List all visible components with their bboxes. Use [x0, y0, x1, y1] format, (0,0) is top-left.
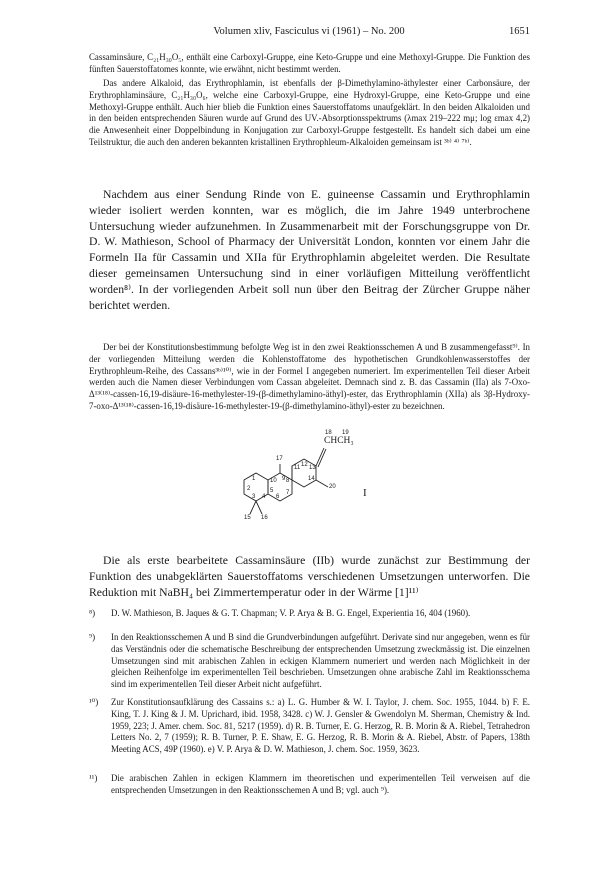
- footnote-11: [89, 773, 530, 797]
- atom-label-12: 12: [301, 462, 308, 468]
- main-paragraph: Nachdem aus einer Sendung Rinde von E. guineense Cassamin und Erythrophlamin wieder isoliert werden konnten, war es möglich, die im Jahre 1949 unterbrochene Untersuchung wieder aufzunehmen. In Zusammenarbeit mit der Forschungsgruppe von Dr. D. W. Mathieson, School of Pharmacy der Universität London, konnten vor einem Jahr die Formeln IIa für Cassamin und XIIa für Erythrophlamin abgeleitet werden. Die Resultate dieser gemeinsamen Untersuchung sind in einer vorläufigen Mitteilung veröffentlicht worden⁸⁾. In der vorliegenden Arbeit soll nun über den Beitrag der Zürcher Gruppe näher berichtet werden.: [89, 188, 530, 312]
- intro-paragraph: Cassaminsäure, C₂₁H₃₀O₅, enthält eine Carboxyl-Gruppe, eine Keto-Gruppe und eine Methoxyl-Gruppe. Die Funktion des fünften Sauerstoffatomes konnte, wie erwähnt, nicht bestimmt werden.: [89, 52, 530, 74]
- footnote-text: Zur Konstitutionsaufklärung des Cassains s.: a) L. G. Humber & W. I. Taylor, J. chem. Soc. 1955, 1044. b) F. E. King, T. J. King & J. M. Uprichard, ibid. 1958, 3428. c) W. J. Gensler & Gwendolyn M. Sherman, Chemistry & Ind. 1959, 223; J. Amer. chem. Soc. 81, 5217 (1959). d) R. B. Turner, E. G. Herzog, R. B. Morin & A. Riebel, Tetrahedron Letters No. 2, 7 (1959); R. B. Turner, P. E. Shaw, E. G. Herzog, R. B. Morin & A. Riebel, Abstr. of Papers, 138th Meeting ACS, 49P (1960). e) V. P. Arya & D. W. Mathieson, J. chem. Soc. 1959, 3623.: [111, 697, 530, 755]
- atom-label-16: 16: [261, 515, 268, 521]
- footnote-text: In den Reaktionsschemen A und B sind die Grundverbindungen aufgeführt. Derivate sind nur angegeben, wenn es für das Verständnis oder die schematische Beschreibung der entsprechenden Umsetzung zweckmässig ist. Die einzelnen Umsetzungen sind mit arabischen Zahlen in eckigen Klammern numeriert und werden nach Möglichkeit in der gleichen Reihenfolge im experimentellen Teil beschrieben. Umsetzungen ohne arabische Zahl im Reaktionsschema sind im experimentellen Teil dieser Arbeit nicht aufgeführt.: [111, 632, 530, 690]
- cassane-skeleton: [232, 436, 362, 548]
- journal-reference: Volumen xliv, Fasciculus vi (1961) – No. 200: [213, 26, 405, 37]
- footnote-8: [89, 608, 530, 620]
- running-header: [88, 26, 530, 40]
- top-group-label: CHCH₃: [324, 436, 354, 446]
- reduction-paragraph: Die als erste bearbeitete Cassaminsäure (IIb) wurde zunächst zur Bestimmung der Funktion des unabgeklärten Sauerstoffatoms verschiedenen Umsetzungen unterworfen. Die Reduktion mit NaBH₄ bei Zimmertemperatur oder in der Wärme [1]¹¹⁾: [89, 554, 530, 599]
- method-paragraph: Der bei der Konstitutionsbestimmung befolgte Weg ist in den zwei Reaktionsschemen A und B zusammengefasst⁹⁾. In der vorliegenden Mitteilung werden die Kohlenstoffatome des hypothetischen Grundkohlenwasserstoffes der Erythrophleum-Reihe, des Cassans³ᵇ⁾¹⁰⁾, wie in der Formel I angegeben numeriert. Im experimentellen Teil dieser Arbeit werden auch die Namen dieser Verbindungen vom Cassan abgeleitet. Demnach sind z. B. das Cassamin (IIa) als 7-Oxo-Δ¹³⁽¹⁸⁾-cassen-16,19-disäure-16-methylester-19-(β-dimethylamino-äthyl)-ester, das Erythrophlamin (XIIa) als 3β-Hydroxy-7-oxo-Δ¹³⁽¹⁸⁾-cassen-16,19-disäure-16-methylester-19-(β-dimethylamino-äthyl)-ester zu bezeichnen.: [89, 342, 530, 411]
- footnote-mark: ¹⁰): [89, 697, 99, 707]
- atom-label-3: 3: [252, 494, 256, 500]
- atom-label-17: 17: [276, 456, 283, 462]
- footnote-mark: ⁸): [89, 608, 96, 618]
- atom-label-4: 4: [262, 494, 266, 500]
- atom-label-10: 10: [270, 478, 277, 484]
- alkaloid-paragraph: Das andere Alkaloid, das Erythrophlamin, ist ebenfalls der β-Dimethylamino-äthylester einer Carbonsäure, der Erythrophlaminsäure, C₂₁H₃₀O₆, welche eine Carboxyl-Gruppe, eine Hydroxyl-Gruppe, eine Keto-Gruppe und eine Methoxyl-Gruppe enthält. Auch hier blieb die Funktion eines Sauerstoffatoms unaufgeklärt. In den beiden Alkaloiden und in den beiden entsprechenden Säuren wurde auf Grund des UV.-Absorptionsspektrums (λmax 219–222 mμ; log εmax 4,2) die Anwesenheit einer Doppelbindung in Konjugation zur Carboxyl-Gruppe festgestellt. Es handelt sich dabei um eine Teilstruktur, die auch den anderen bekannten kristallinen Erythrophleum-Alkaloiden gemeinsam ist ³ᵇ⁾ ⁴⁾ ⁷ᵇ⁾.: [89, 78, 530, 147]
- atom-label-5: 5: [270, 488, 274, 494]
- atom-label-20: 20: [329, 484, 336, 490]
- atom-label-11: 11: [294, 465, 301, 471]
- footnote-10: [89, 697, 530, 756]
- structural-formula: [232, 430, 362, 548]
- atom-label-9: 9: [282, 476, 286, 482]
- formula-label: I: [363, 487, 367, 499]
- page-number: 1651: [509, 26, 530, 37]
- atom-label-8: 8: [286, 478, 290, 484]
- footnote-text: Die arabischen Zahlen in eckigen Klammern im theoretischen und experimentellen Teil verweisen auf die entsprechenden Umsetzungen in den Reaktionsschemen A und B; vgl. auch ⁹).: [111, 773, 530, 795]
- atom-label-19: 19: [342, 430, 349, 436]
- atom-label-14: 14: [308, 476, 315, 482]
- atom-label-1: 1: [252, 476, 256, 482]
- atom-label-18: 18: [325, 430, 332, 436]
- atom-label-15: 15: [244, 515, 251, 521]
- atom-label-6: 6: [276, 494, 280, 500]
- footnote-9: [89, 632, 530, 691]
- footnote-mark: ⁹): [89, 632, 96, 642]
- atom-label-13: 13: [309, 465, 316, 471]
- footnote-text: D. W. Mathieson, B. Jaques & G. T. Chapman; V. P. Arya & B. G. Engel, Experientia 16, 404 (1960).: [111, 608, 471, 618]
- atom-label-2: 2: [247, 486, 251, 492]
- atom-label-7: 7: [286, 490, 290, 496]
- footnote-mark: ¹¹): [89, 773, 98, 783]
